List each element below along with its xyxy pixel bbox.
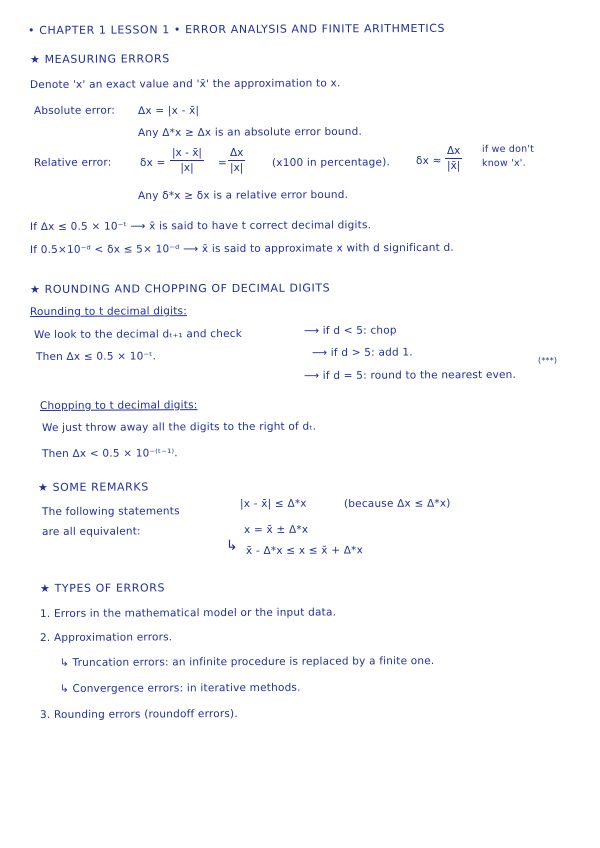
rounding-subtitle: Rounding to t decimal digits: <box>29 305 187 318</box>
rounding-note-mark: (***) <box>537 355 558 365</box>
relative-error-fraction-2 <box>228 146 245 175</box>
equivalence-abs-note: (because Δx ≤ Δ*x) <box>343 497 451 510</box>
remarks-line-2: are all equivalent: <box>41 525 141 538</box>
equivalence-abs: |x - x̄| ≤ Δ*x <box>239 497 307 510</box>
relative-approx-fraction <box>445 144 462 173</box>
relative-error-label: Relative error: <box>33 156 112 169</box>
rounding-rule-line: We look to the decimal dₜ₊₁ and check <box>33 327 243 341</box>
section-title-types: ★ TYPES OF ERRORS <box>39 581 166 595</box>
types-item-1: 1. Errors in the mathematical model or the input data. <box>39 606 337 620</box>
equivalence-arrow-icon: ↳ <box>225 537 238 554</box>
fraction-2-numerator: Δx <box>230 147 244 159</box>
fraction-1-numerator: |x - x̄| <box>172 147 202 159</box>
relative-approx-note-2: know 'x'. <box>481 157 526 169</box>
chapter-header: • CHAPTER 1 LESSON 1 • ERROR ANALYSIS AND FINITE ARITHMETICS <box>27 21 446 37</box>
chopping-then-line: Then Δx < 0.5 × 10⁻⁽ᵗ⁻¹⁾. <box>41 447 178 460</box>
significant-digits-condition: If 0.5×10⁻ᵈ < δx ≤ 5× 10⁻ᵈ ⟶ x̄ is said to approximate x with d significant d. <box>29 241 454 256</box>
rounding-then-line: Then Δx ≤ 0.5 × 10⁻ᵗ. <box>35 350 157 363</box>
rounding-case-add: ⟶ if d > 5: add 1. <box>311 346 413 359</box>
absolute-error-formula: Δx = |x - x̄| <box>137 104 200 117</box>
relative-approx-lhs: δx ≈ <box>415 154 442 167</box>
relative-error-lhs: δx = <box>139 156 166 169</box>
percentage-note: (x100 in percentage). <box>271 156 391 169</box>
absolute-error-label: Absolute error: <box>33 104 116 117</box>
relative-error-fraction-1 <box>170 146 204 175</box>
types-item-2a: ↳ Truncation errors: an infinite procedure is replaced by a finite one. <box>59 655 435 669</box>
section-title-measuring: ★ MEASURING ERRORS <box>29 52 170 66</box>
types-item-2: 2. Approximation errors. <box>39 631 173 644</box>
equivalence-interval: x̄ - Δ*x ≤ x ≤ x̄ + Δ*x <box>245 544 364 557</box>
section-title-remarks: ★ SOME REMARKS <box>37 480 149 494</box>
relative-bound-line: Any δ*x ≥ δx is a relative error bound. <box>137 188 349 202</box>
equivalence-plusminus: x = x̄ ± Δ*x <box>243 523 309 536</box>
rounding-case-chop: ⟶ if d < 5: chop <box>303 324 397 337</box>
section-title-rounding: ★ ROUNDING AND CHOPPING OF DECIMAL DIGITS <box>29 281 331 296</box>
types-item-2b: ↳ Convergence errors: in iterative methods. <box>59 681 301 695</box>
types-item-3: 3. Rounding errors (roundoff errors). <box>39 707 238 721</box>
remarks-line-1: The following statements <box>41 505 180 518</box>
rounding-case-even: ⟶ if d = 5: round to the nearest even. <box>303 368 517 382</box>
fraction-2-denominator: |x| <box>230 162 244 174</box>
relative-error-equals: = <box>217 156 228 169</box>
fraction-1-denominator: |x| <box>180 162 194 174</box>
absolute-bound-line: Any Δ*x ≥ Δx is an absolute error bound. <box>137 125 363 139</box>
relative-approx-note-1: if we don't <box>481 143 535 155</box>
denote-line: Denote 'x' an exact value and 'x̄' the approximation to x. <box>29 77 341 91</box>
approx-numerator: Δx <box>447 145 461 157</box>
chopping-rule-line: We just throw away all the digits to the right of dₜ. <box>41 420 317 434</box>
correct-digits-condition: If Δx ≤ 0.5 × 10⁻ᵗ ⟶ x̄ is said to have t correct decimal digits. <box>29 219 372 233</box>
approx-denominator: |x̄| <box>447 160 461 172</box>
chopping-subtitle: Chopping to t decimal digits: <box>39 399 198 412</box>
